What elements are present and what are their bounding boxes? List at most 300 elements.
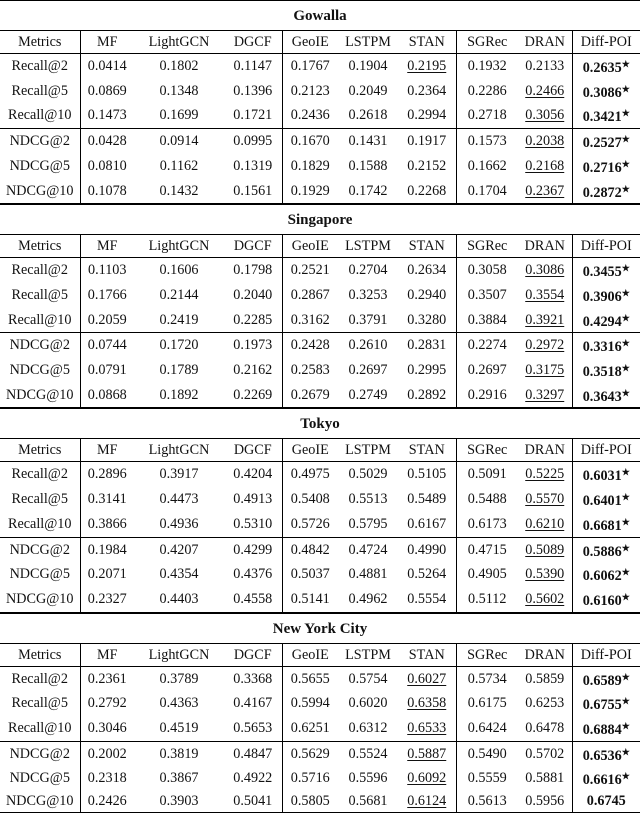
value-text: 0.3175 (525, 362, 565, 379)
value-cell (224, 358, 282, 383)
value-text: 0.1829 (290, 157, 330, 174)
value-text: 0.3554 (525, 286, 565, 303)
value-text: 0.2679 (290, 386, 330, 403)
value-cell (398, 308, 456, 333)
table-row (0, 562, 640, 587)
best-value-cell (572, 179, 640, 204)
value-cell (398, 487, 456, 512)
value-cell (518, 562, 572, 587)
value-text: 0.3866 (87, 515, 127, 532)
value-cell (398, 716, 456, 741)
value-cell (456, 54, 518, 79)
value-cell (398, 741, 456, 766)
value-cell (134, 791, 224, 812)
value-cell (456, 358, 518, 383)
value-text: 0.0414 (87, 58, 127, 74)
table-row (0, 179, 640, 204)
value-text: 0.1670 (290, 133, 330, 150)
value-cell (224, 666, 282, 691)
table-row (0, 666, 640, 691)
value-cell (456, 487, 518, 512)
value-text: 0.1573 (467, 133, 507, 150)
value-text: 0.5716 (290, 770, 330, 787)
value-text: 0.1319 (233, 157, 273, 174)
value-text: 0.5886 (582, 543, 622, 560)
value-cell (224, 691, 282, 716)
value-text: 0.3058 (467, 262, 507, 279)
value-text: 0.6253 (525, 695, 565, 712)
column-header: STAN (398, 31, 456, 54)
significance-star: ★ (621, 183, 630, 194)
value-text: 0.4990 (407, 541, 447, 558)
metric-label: NDCG@10 (0, 179, 80, 204)
value-cell (456, 587, 518, 612)
value-text: 0.2634 (407, 262, 447, 279)
column-header: DRAN (518, 643, 572, 666)
value-text: 0.3507 (467, 286, 507, 303)
value-cell (456, 103, 518, 128)
value-text: 0.3056 (525, 107, 565, 124)
value-text: 0.2635 (582, 60, 622, 76)
column-header: LSTPM (345, 34, 391, 50)
value-cell (338, 741, 398, 766)
value-cell (338, 487, 398, 512)
value-cell (398, 512, 456, 537)
value-cell (338, 154, 398, 179)
best-value-cell (572, 383, 640, 408)
value-text: 0.0868 (87, 386, 127, 403)
value-text: 0.6027 (407, 670, 447, 687)
value-text: 0.5734 (467, 670, 507, 687)
value-text: 0.5037 (290, 566, 330, 583)
value-text: 0.2285 (233, 311, 273, 328)
best-value-cell (572, 716, 640, 741)
value-cell (80, 283, 134, 308)
value-text: 0.1699 (159, 107, 199, 124)
value-cell (282, 716, 338, 741)
table-row (0, 54, 640, 79)
value-text: 0.5653 (233, 720, 273, 737)
best-value-cell (572, 691, 640, 716)
value-text: 0.6210 (525, 515, 565, 532)
table-row (0, 587, 640, 612)
value-text: 0.3921 (525, 311, 565, 328)
value-cell (518, 258, 572, 283)
value-cell (398, 666, 456, 691)
significance-star: ★ (621, 108, 630, 119)
value-text: 0.1662 (467, 157, 507, 174)
value-text: 0.5225 (525, 466, 565, 483)
value-cell (518, 333, 572, 358)
value-text: 0.4363 (159, 695, 199, 712)
column-header: GeoIE (291, 238, 329, 255)
value-text: 0.5613 (467, 793, 507, 810)
value-cell (282, 487, 338, 512)
significance-star: ★ (621, 591, 630, 602)
value-cell (80, 308, 134, 333)
value-text: 0.1588 (348, 157, 388, 174)
column-header: LSTPM (345, 442, 391, 459)
value-text: 0.1973 (233, 337, 273, 354)
value-text: 0.6020 (348, 695, 388, 712)
value-text: 0.4376 (233, 566, 273, 583)
metric-label: NDCG@2 (0, 129, 80, 154)
best-value-cell (572, 308, 640, 333)
table-row (0, 537, 640, 562)
column-header: LightGCN (148, 646, 210, 663)
value-cell (398, 333, 456, 358)
value-text: 0.3253 (348, 286, 388, 303)
value-cell (518, 716, 572, 741)
value-text: 0.4204 (233, 466, 273, 483)
value-text: 0.5489 (407, 491, 447, 508)
table-row (0, 154, 640, 179)
value-cell (456, 258, 518, 283)
value-cell (338, 258, 398, 283)
value-text: 0.4558 (233, 590, 273, 607)
value-cell (282, 54, 338, 79)
value-text: 0.1078 (87, 182, 127, 199)
column-header: DGCF (224, 439, 282, 462)
value-cell (282, 179, 338, 204)
table-row (0, 487, 640, 512)
value-cell (456, 179, 518, 204)
value-text: 0.1802 (159, 58, 199, 74)
value-text: 0.4905 (467, 566, 507, 583)
best-value-cell (572, 333, 640, 358)
value-cell (518, 383, 572, 408)
value-cell (338, 333, 398, 358)
value-text: 0.2704 (348, 262, 388, 279)
value-text: 0.2049 (348, 82, 388, 99)
dataset-block (0, 613, 640, 813)
value-text: 0.5029 (348, 466, 388, 483)
value-text: 0.5887 (407, 745, 447, 762)
significance-star: ★ (621, 59, 630, 69)
value-text: 0.2269 (233, 386, 273, 403)
value-cell (398, 79, 456, 104)
metric-label: Recall@5 (0, 487, 80, 512)
header-row (0, 235, 640, 258)
value-cell (80, 691, 134, 716)
value-cell (224, 462, 282, 487)
best-value-cell (572, 791, 640, 812)
value-cell (398, 587, 456, 612)
value-cell (282, 308, 338, 333)
value-text: 0.6062 (582, 568, 622, 585)
value-cell (398, 766, 456, 791)
value-text: 0.0744 (87, 337, 127, 354)
value-cell (398, 691, 456, 716)
column-header: SGRec (467, 238, 508, 255)
value-cell (456, 741, 518, 766)
value-cell (134, 179, 224, 204)
value-text: 0.2716 (582, 159, 622, 176)
value-text: 0.6160 (582, 592, 622, 609)
column-header: Metrics (0, 439, 80, 462)
column-header: Diff-POI (580, 34, 632, 50)
value-text: 0.3643 (582, 388, 622, 405)
value-text: 0.4519 (159, 720, 199, 737)
significance-star: ★ (621, 363, 630, 374)
value-cell (80, 562, 134, 587)
table-row (0, 741, 640, 766)
value-cell (224, 154, 282, 179)
value-text: 0.4975 (290, 466, 330, 483)
value-cell (224, 791, 282, 812)
value-cell (224, 537, 282, 562)
column-header: GeoIE (291, 646, 329, 663)
value-cell (338, 79, 398, 104)
value-text: 0.5754 (348, 670, 388, 687)
value-text: 0.0995 (233, 133, 273, 150)
column-header: STAN (398, 235, 456, 258)
value-cell (80, 587, 134, 612)
value-text: 0.6401 (582, 493, 622, 510)
value-cell (282, 587, 338, 612)
value-cell (80, 154, 134, 179)
value-text: 0.2318 (87, 770, 127, 787)
value-text: 0.2274 (467, 337, 507, 354)
value-cell (338, 103, 398, 128)
metric-label: NDCG@5 (0, 154, 80, 179)
value-text: 0.6424 (467, 720, 507, 737)
results-table (0, 234, 640, 408)
metric-label: NDCG@10 (0, 791, 80, 812)
value-text: 0.3917 (159, 466, 199, 483)
value-text: 0.2361 (87, 670, 127, 687)
value-text: 0.4354 (159, 566, 199, 583)
value-cell (224, 129, 282, 154)
value-text: 0.4913 (233, 491, 273, 508)
value-cell (282, 562, 338, 587)
column-header: MF (96, 646, 118, 663)
value-cell (398, 179, 456, 204)
value-cell (134, 487, 224, 512)
value-text: 0.1721 (233, 107, 273, 124)
value-cell (134, 154, 224, 179)
value-text: 0.3819 (159, 745, 199, 762)
significance-star: ★ (621, 83, 630, 94)
value-text: 0.5805 (290, 793, 330, 810)
value-cell (134, 537, 224, 562)
value-text: 0.5554 (407, 590, 447, 607)
value-text: 0.6745 (586, 793, 626, 810)
value-cell (224, 487, 282, 512)
value-cell (224, 383, 282, 408)
value-text: 0.1904 (348, 58, 388, 74)
metric-label: Recall@10 (0, 716, 80, 741)
value-text: 0.5629 (290, 745, 330, 762)
value-text: 0.1348 (159, 82, 199, 99)
header-row (0, 31, 640, 54)
value-cell (134, 462, 224, 487)
column-header: Diff-POI (580, 646, 632, 663)
value-text: 0.6173 (467, 515, 507, 532)
value-text: 0.2972 (525, 337, 565, 354)
value-text: 0.4299 (233, 541, 273, 558)
best-value-cell (572, 258, 640, 283)
best-value-cell (572, 766, 640, 791)
value-cell (80, 666, 134, 691)
dataset-block (0, 408, 640, 612)
value-cell (134, 666, 224, 691)
value-cell (134, 741, 224, 766)
value-text: 0.0428 (87, 133, 127, 150)
value-text: 0.6681 (582, 517, 622, 534)
value-text: 0.4922 (233, 770, 273, 787)
value-cell (134, 716, 224, 741)
value-cell (224, 512, 282, 537)
value-cell (224, 54, 282, 79)
value-cell (338, 283, 398, 308)
value-cell (398, 129, 456, 154)
value-text: 0.2940 (407, 286, 447, 303)
value-text: 0.0791 (87, 362, 127, 379)
column-header: SGRec (467, 442, 508, 459)
significance-star: ★ (621, 746, 630, 757)
value-text: 0.1162 (159, 157, 199, 174)
value-cell (282, 258, 338, 283)
value-text: 0.4167 (233, 695, 273, 712)
value-cell (456, 791, 518, 812)
value-cell (456, 129, 518, 154)
value-cell (518, 487, 572, 512)
value-text: 0.2426 (87, 793, 127, 810)
value-cell (80, 716, 134, 741)
value-text: 0.0810 (87, 157, 127, 174)
value-text: 0.5596 (348, 770, 388, 787)
value-cell (518, 537, 572, 562)
metric-label: Recall@5 (0, 691, 80, 716)
value-cell (80, 462, 134, 487)
table-row (0, 791, 640, 812)
value-cell (134, 512, 224, 537)
metric-label: Recall@2 (0, 54, 80, 79)
value-cell (398, 54, 456, 79)
value-cell (80, 741, 134, 766)
value-cell (224, 258, 282, 283)
column-header: DGCF (224, 643, 282, 666)
value-cell (224, 103, 282, 128)
value-text: 0.5089 (525, 541, 565, 558)
value-cell (282, 512, 338, 537)
value-text: 0.3046 (87, 720, 127, 737)
value-text: 0.5795 (348, 515, 388, 532)
dataset-block (0, 204, 640, 408)
value-text: 0.2618 (348, 107, 388, 124)
significance-star: ★ (621, 542, 630, 553)
value-text: 0.4724 (348, 541, 388, 558)
value-cell (282, 791, 338, 812)
value-cell (398, 462, 456, 487)
value-cell (398, 383, 456, 408)
significance-star: ★ (621, 263, 630, 274)
best-value-cell (572, 587, 640, 612)
value-cell (456, 716, 518, 741)
value-text: 0.6251 (290, 720, 330, 737)
significance-star: ★ (621, 671, 630, 682)
value-text: 0.3789 (159, 670, 199, 687)
column-header: DGCF (224, 31, 282, 54)
table-row (0, 383, 640, 408)
value-cell (338, 766, 398, 791)
value-text: 0.2428 (290, 337, 330, 354)
value-text: 0.4962 (348, 590, 388, 607)
value-cell (338, 179, 398, 204)
value-cell (518, 766, 572, 791)
value-cell (282, 154, 338, 179)
value-cell (80, 79, 134, 104)
value-cell (80, 383, 134, 408)
column-header: LightGCN (148, 238, 210, 255)
value-cell (282, 666, 338, 691)
metric-label: Recall@5 (0, 283, 80, 308)
value-cell (518, 79, 572, 104)
value-text: 0.6312 (348, 720, 388, 737)
value-cell (398, 791, 456, 812)
value-text: 0.2195 (407, 58, 447, 74)
value-cell (80, 487, 134, 512)
value-cell (134, 383, 224, 408)
value-text: 0.1473 (87, 107, 127, 124)
value-text: 0.6478 (525, 720, 565, 737)
significance-star: ★ (621, 287, 630, 298)
value-cell (224, 333, 282, 358)
column-header: LSTPM (345, 238, 391, 255)
column-header: MF (96, 442, 118, 459)
best-value-cell (572, 666, 640, 691)
column-header: Metrics (0, 643, 80, 666)
value-text: 0.2872 (582, 184, 622, 201)
value-text: 0.2367 (525, 182, 565, 199)
value-text: 0.3086 (525, 262, 565, 279)
value-text: 0.2466 (525, 82, 565, 99)
column-header: GeoIE (291, 442, 329, 459)
value-cell (398, 537, 456, 562)
value-text: 0.1789 (159, 362, 199, 379)
value-text: 0.2152 (407, 157, 447, 174)
value-text: 0.1704 (467, 182, 507, 199)
value-cell (456, 562, 518, 587)
value-text: 0.1103 (88, 262, 127, 279)
metric-label: NDCG@10 (0, 383, 80, 408)
value-cell (338, 54, 398, 79)
best-value-cell (572, 79, 640, 104)
column-header: DRAN (518, 235, 572, 258)
value-text: 0.5390 (525, 566, 565, 583)
value-text: 0.2697 (467, 362, 507, 379)
metric-label: Recall@2 (0, 462, 80, 487)
value-cell (338, 587, 398, 612)
value-text: 0.5105 (407, 466, 447, 483)
results-table (0, 30, 640, 204)
value-cell (224, 741, 282, 766)
value-text: 0.1984 (87, 541, 127, 558)
value-text: 0.2697 (348, 362, 388, 379)
value-text: 0.2133 (525, 58, 565, 74)
best-value-cell (572, 462, 640, 487)
value-text: 0.3455 (582, 264, 622, 281)
value-text: 0.1892 (159, 386, 199, 403)
value-cell (80, 258, 134, 283)
significance-star: ★ (621, 771, 630, 782)
value-cell (80, 766, 134, 791)
metric-label: NDCG@5 (0, 766, 80, 791)
value-cell (338, 562, 398, 587)
value-text: 0.5726 (290, 515, 330, 532)
value-cell (518, 154, 572, 179)
